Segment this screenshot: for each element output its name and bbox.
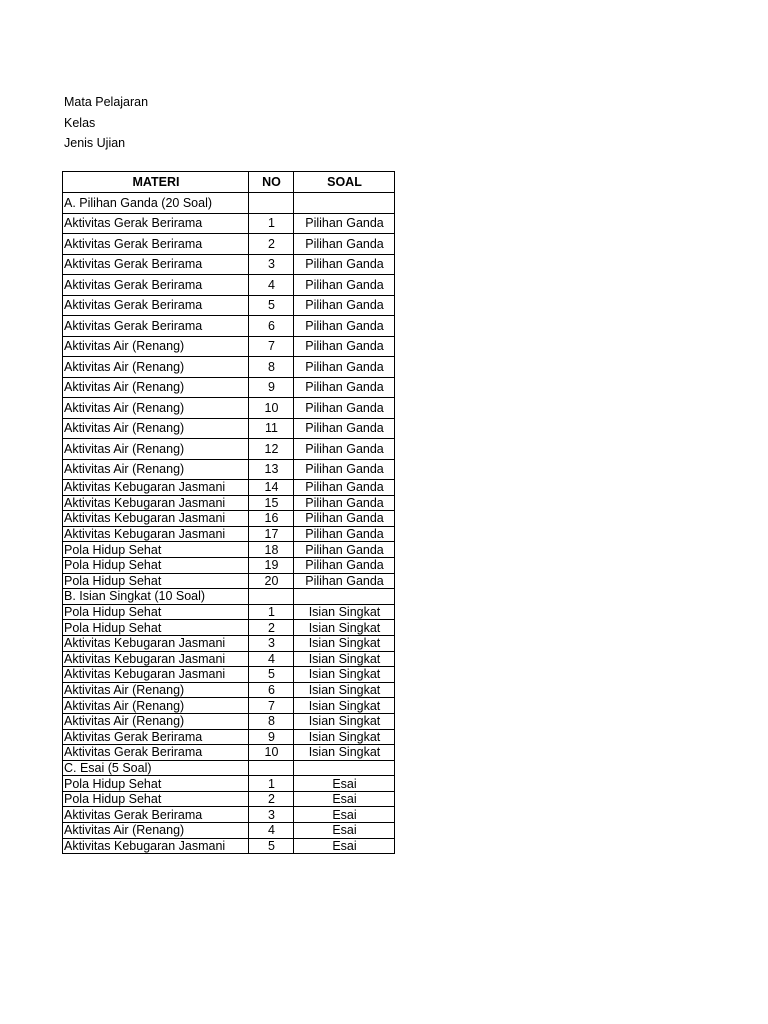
no-cell: 3 — [249, 635, 294, 651]
no-cell: 1 — [249, 604, 294, 620]
no-cell: 12 — [249, 439, 294, 460]
no-cell: 2 — [249, 234, 294, 255]
table-row — [63, 682, 395, 698]
materi-cell: Aktivitas Air (Renang) — [63, 823, 249, 839]
materi-cell: Aktivitas Air (Renang) — [63, 713, 249, 729]
table-row — [63, 254, 395, 275]
no-cell: 18 — [249, 542, 294, 558]
soal-cell — [294, 589, 395, 605]
soal-cell: Isian Singkat — [294, 635, 395, 651]
soal-cell: Pilihan Ganda — [294, 418, 395, 439]
table-row — [63, 729, 395, 745]
materi-cell: Pola Hidup Sehat — [63, 776, 249, 792]
table-header-row — [63, 172, 395, 193]
materi-cell: Aktivitas Kebugaran Jasmani — [63, 526, 249, 542]
no-cell: 3 — [249, 254, 294, 275]
no-cell: 13 — [249, 459, 294, 480]
soal-cell: Pilihan Ganda — [294, 439, 395, 460]
materi-cell: Aktivitas Air (Renang) — [63, 418, 249, 439]
table-row — [63, 838, 395, 854]
kelas-label: Kelas — [64, 115, 96, 130]
materi-cell: Aktivitas Gerak Berirama — [63, 316, 249, 337]
soal-cell: Esai — [294, 776, 395, 792]
no-cell: 7 — [249, 336, 294, 357]
soal-cell: Isian Singkat — [294, 667, 395, 683]
soal-cell: Pilihan Ganda — [294, 459, 395, 480]
table-row — [63, 698, 395, 714]
soal-cell: Pilihan Ganda — [294, 275, 395, 296]
no-cell: 5 — [249, 838, 294, 854]
mata-pelajaran-label: Mata Pelajaran — [64, 95, 149, 109]
table-row — [63, 823, 395, 839]
materi-cell: Aktivitas Kebugaran Jasmani — [63, 838, 249, 854]
table-row — [63, 459, 395, 480]
no-cell: 9 — [249, 729, 294, 745]
document-header — [64, 92, 148, 154]
soal-cell: Pilihan Ganda — [294, 295, 395, 316]
table-row — [63, 511, 395, 527]
materi-cell: Pola Hidup Sehat — [63, 791, 249, 807]
table-row — [63, 713, 395, 729]
materi-cell: Aktivitas Gerak Berirama — [63, 807, 249, 823]
materi-cell: Aktivitas Air (Renang) — [63, 398, 249, 419]
table-row — [63, 377, 395, 398]
materi-cell: Pola Hidup Sehat — [63, 557, 249, 573]
materi-cell: Aktivitas Kebugaran Jasmani — [63, 511, 249, 527]
soal-cell: Pilihan Ganda — [294, 495, 395, 511]
section-row — [63, 589, 395, 605]
no-cell: 16 — [249, 511, 294, 527]
materi-cell: Aktivitas Air (Renang) — [63, 698, 249, 714]
soal-cell: Pilihan Ganda — [294, 254, 395, 275]
no-cell: 6 — [249, 316, 294, 337]
soal-cell: Pilihan Ganda — [294, 511, 395, 527]
soal-cell — [294, 760, 395, 776]
soal-cell: Esai — [294, 838, 395, 854]
no-cell: 10 — [249, 745, 294, 761]
materi-cell: Pola Hidup Sehat — [63, 620, 249, 636]
materi-cell: Aktivitas Kebugaran Jasmani — [63, 480, 249, 496]
no-cell: 1 — [249, 213, 294, 234]
table-row — [63, 526, 395, 542]
materi-cell: Pola Hidup Sehat — [63, 573, 249, 589]
materi-cell: Aktivitas Kebugaran Jasmani — [63, 651, 249, 667]
soal-cell: Isian Singkat — [294, 604, 395, 620]
materi-cell: Aktivitas Air (Renang) — [63, 336, 249, 357]
no-cell: 17 — [249, 526, 294, 542]
column-header-no: NO — [249, 172, 294, 193]
soal-cell: Pilihan Ganda — [294, 336, 395, 357]
materi-cell: Aktivitas Air (Renang) — [63, 377, 249, 398]
soal-cell: Isian Singkat — [294, 729, 395, 745]
materi-cell: Aktivitas Gerak Berirama — [63, 745, 249, 761]
materi-cell: Aktivitas Air (Renang) — [63, 357, 249, 378]
table-row — [63, 667, 395, 683]
column-header-materi: MATERI — [63, 172, 249, 193]
table-row — [63, 336, 395, 357]
table-row — [63, 557, 395, 573]
soal-cell: Esai — [294, 791, 395, 807]
table-row — [63, 398, 395, 419]
table-row — [63, 275, 395, 296]
soal-cell: Isian Singkat — [294, 682, 395, 698]
materi-cell: B. Isian Singkat (10 Soal) — [63, 589, 249, 605]
materi-cell: Aktivitas Air (Renang) — [63, 682, 249, 698]
table-row — [63, 651, 395, 667]
soal-cell: Pilihan Ganda — [294, 398, 395, 419]
materi-cell: Aktivitas Gerak Berirama — [63, 213, 249, 234]
table-row — [63, 620, 395, 636]
soal-cell: Pilihan Ganda — [294, 542, 395, 558]
no-cell: 2 — [249, 791, 294, 807]
table-body — [63, 193, 395, 854]
table-row — [63, 295, 395, 316]
soal-cell: Isian Singkat — [294, 651, 395, 667]
table-row — [63, 542, 395, 558]
table-row — [63, 213, 395, 234]
table-row — [63, 495, 395, 511]
no-cell: 8 — [249, 357, 294, 378]
table-row — [63, 776, 395, 792]
section-row — [63, 193, 395, 214]
materi-cell: Aktivitas Air (Renang) — [63, 439, 249, 460]
section-row — [63, 760, 395, 776]
question-table — [62, 171, 395, 854]
no-cell: 6 — [249, 682, 294, 698]
no-cell: 2 — [249, 620, 294, 636]
materi-cell: Aktivitas Gerak Berirama — [63, 729, 249, 745]
no-cell: 4 — [249, 651, 294, 667]
soal-cell: Isian Singkat — [294, 620, 395, 636]
soal-cell: Pilihan Ganda — [294, 316, 395, 337]
jenis-ujian-label: Jenis Ujian — [64, 136, 126, 150]
no-cell: 7 — [249, 698, 294, 714]
materi-cell: Pola Hidup Sehat — [63, 604, 249, 620]
no-cell: 3 — [249, 807, 294, 823]
soal-cell: Pilihan Ganda — [294, 377, 395, 398]
no-cell: 9 — [249, 377, 294, 398]
materi-cell: C. Esai (5 Soal) — [63, 760, 249, 776]
soal-cell: Pilihan Ganda — [294, 526, 395, 542]
soal-cell: Isian Singkat — [294, 745, 395, 761]
no-cell: 4 — [249, 823, 294, 839]
table-row — [63, 745, 395, 761]
soal-cell: Pilihan Ganda — [294, 213, 395, 234]
no-cell: 15 — [249, 495, 294, 511]
soal-cell: Esai — [294, 823, 395, 839]
no-cell: 11 — [249, 418, 294, 439]
soal-cell: Pilihan Ganda — [294, 234, 395, 255]
table-row — [63, 480, 395, 496]
soal-cell: Pilihan Ganda — [294, 557, 395, 573]
no-cell: 20 — [249, 573, 294, 589]
soal-cell: Esai — [294, 807, 395, 823]
table-row — [63, 316, 395, 337]
no-cell: 4 — [249, 275, 294, 296]
no-cell — [249, 589, 294, 605]
materi-cell: Aktivitas Gerak Berirama — [63, 234, 249, 255]
table-row — [63, 635, 395, 651]
table-row — [63, 357, 395, 378]
soal-cell: Pilihan Ganda — [294, 573, 395, 589]
materi-cell: Aktivitas Gerak Berirama — [63, 295, 249, 316]
no-cell: 5 — [249, 667, 294, 683]
table-row — [63, 604, 395, 620]
no-cell: 10 — [249, 398, 294, 419]
no-cell: 5 — [249, 295, 294, 316]
column-header-soal: SOAL — [294, 172, 395, 193]
no-cell: 19 — [249, 557, 294, 573]
soal-cell: Isian Singkat — [294, 713, 395, 729]
soal-cell — [294, 193, 395, 214]
table-row — [63, 573, 395, 589]
soal-cell: Isian Singkat — [294, 698, 395, 714]
table-row — [63, 234, 395, 255]
no-cell — [249, 193, 294, 214]
materi-cell: Aktivitas Kebugaran Jasmani — [63, 635, 249, 651]
no-cell — [249, 760, 294, 776]
soal-cell: Pilihan Ganda — [294, 357, 395, 378]
materi-cell: Pola Hidup Sehat — [63, 542, 249, 558]
materi-cell: Aktivitas Gerak Berirama — [63, 254, 249, 275]
table-row — [63, 791, 395, 807]
materi-cell: Aktivitas Kebugaran Jasmani — [63, 667, 249, 683]
materi-cell: Aktivitas Kebugaran Jasmani — [63, 495, 249, 511]
no-cell: 8 — [249, 713, 294, 729]
table-row — [63, 418, 395, 439]
no-cell: 1 — [249, 776, 294, 792]
table-row — [63, 439, 395, 460]
no-cell: 14 — [249, 480, 294, 496]
soal-cell: Pilihan Ganda — [294, 480, 395, 496]
materi-cell: A. Pilihan Ganda (20 Soal) — [63, 193, 249, 214]
materi-cell: Aktivitas Gerak Berirama — [63, 275, 249, 296]
materi-cell: Aktivitas Air (Renang) — [63, 459, 249, 480]
table-row — [63, 807, 395, 823]
